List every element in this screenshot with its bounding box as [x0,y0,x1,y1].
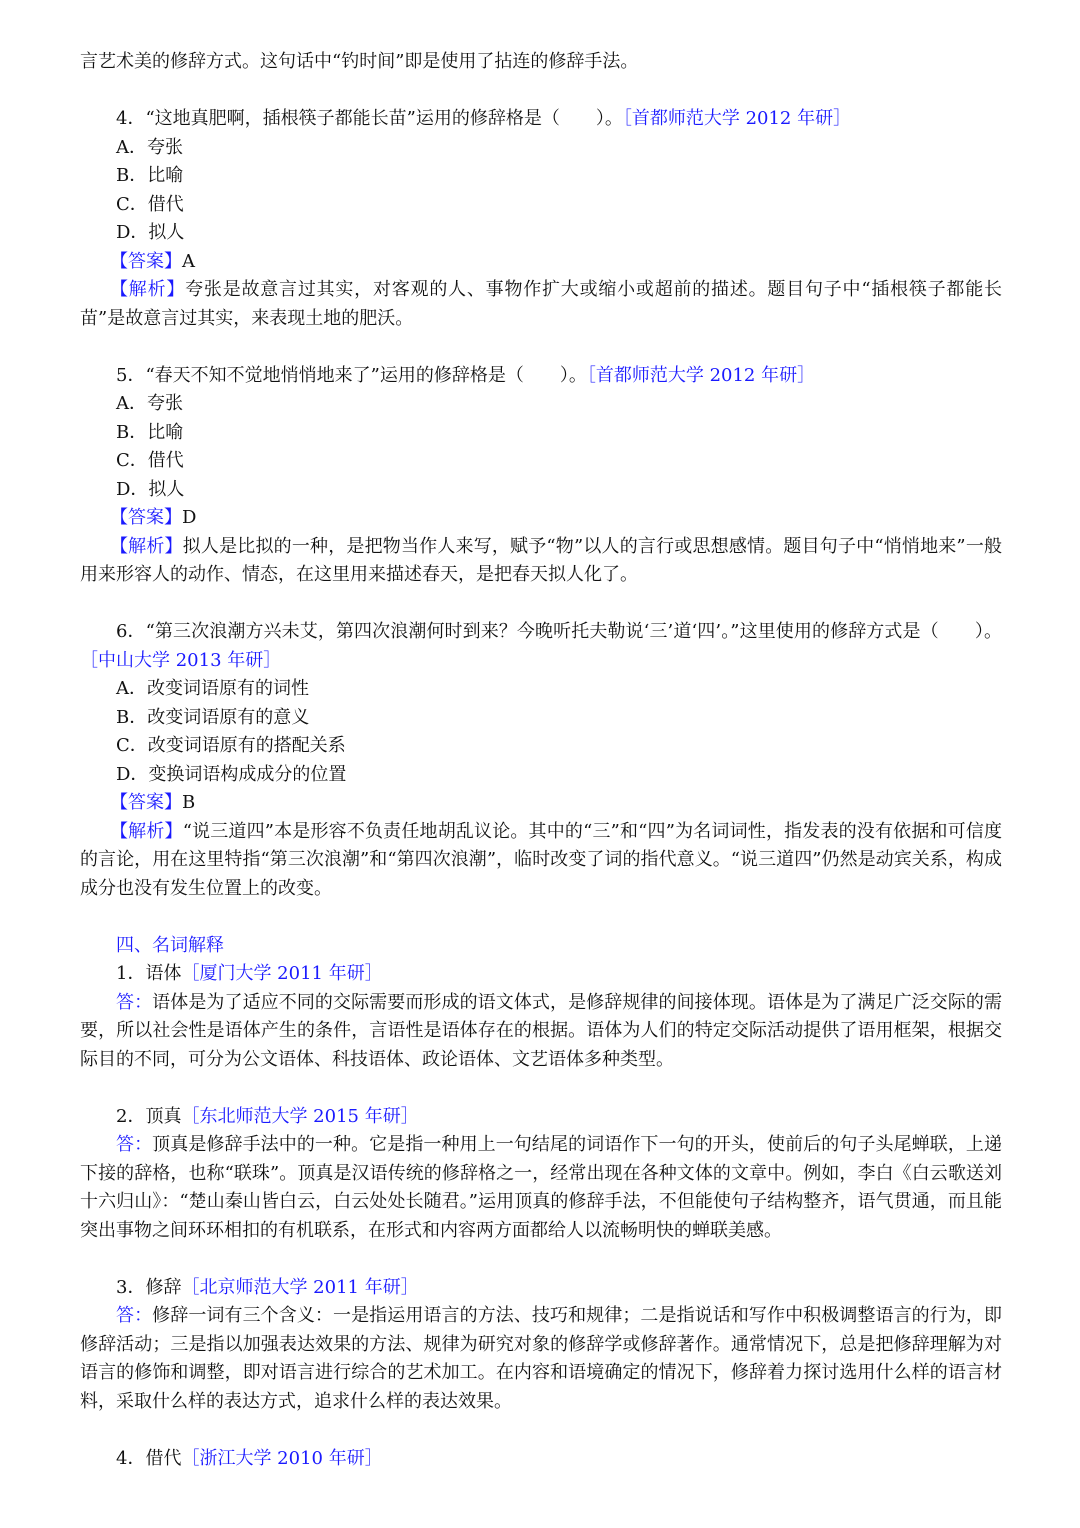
answer-label: 【答案】 [110,507,182,528]
analysis-text: “说三道四”本是形容不负责任地胡乱议论。其中的“三”和“四”为名词词性，指发表的没有依据和可信度的言论，用在这里特指“第三次浪潮”和“第四次浪潮”，临时改变了词的指代意义。“说三道四”仍然是动宾关系，构成成分也没有发生位置上的改变。 [80,820,1003,899]
intro-tail-text: 言艺术美的修辞方式。这句话中“钓时间”即是使用了拈连的修辞手法。 [80,51,639,72]
question-text: “这地真肥啊，插根筷子都能长苗”运用的修辞格是（ ）。 [145,108,623,129]
term-3 [80,1274,1002,1417]
analysis-label: 【解析】 [110,820,183,842]
option-b: B．比喻 [116,165,184,186]
term-number: 2． [116,1105,146,1127]
term-1 [80,960,1002,1074]
question-5 [80,362,1002,590]
analysis-line [80,818,1002,904]
question-4 [80,105,1002,333]
answer-label: 【答案】 [110,792,182,813]
answer-label: 【答案】 [110,250,182,272]
term-answer [80,1131,1002,1245]
spacer [80,1245,1002,1274]
answer-label: 答： [116,991,153,1013]
spacer [80,77,1002,106]
question-stem [80,618,1002,675]
document-page [80,48,1002,1473]
answer-value: B [182,792,196,813]
spacer [80,903,1002,932]
question-source: ［首都师范大学 2012 年研］ [622,108,852,129]
question-source: ［首都师范大学 2012 年研］ [586,364,816,386]
answer-text: 顶真是修辞手法中的一种。它是指一种用上一句结尾的词语作下一句的开头，使前后的句子头尾蝉联，上递下接的辞格，也称“联珠”。顶真是汉语传统的修辞格之一，经常出现在各种文体的文章中。例如，李白《白云歌送刘十六归山》：“楚山秦山皆白云，白云处处长随君。”运用顶真的修辞手法，不但能使句子结构整齐，语气贯通，而且能突出事物之间环环相扣的有机联系，在形式和内容两方面都给人以流畅明快的蝉联美感。 [80,1134,1003,1241]
option-c: C．借代 [116,450,184,471]
option-c: C．借代 [116,193,184,215]
option-b: B．比喻 [116,421,184,443]
option-d: D．拟人 [116,478,185,500]
question-6 [80,618,1002,903]
option-a: A．改变词语原有的词性 [116,678,309,699]
option-d: D．变换词语构成成分的位置 [116,763,347,785]
term-heading [80,960,1002,989]
answer-value: D [182,507,197,528]
option-c: C．改变词语原有的搭配关系 [116,735,346,756]
term-title: 语体 [145,963,182,984]
question-stem [80,362,1002,391]
term-title: 修辞 [145,1276,182,1298]
answer-line [80,789,1002,818]
answer-value: A [182,250,195,272]
option-b: B．改变词语原有的意义 [116,706,310,728]
option-a: A．夸张 [116,393,183,414]
term-number: 4． [116,1447,146,1469]
spacer [80,1074,1002,1103]
term-source: ［东北师范大学 2015 年研］ [181,1105,419,1127]
answer-text: 语体是为了适应不同的交际需要而形成的语文体式，是修辞规律的间接体现。语体是为了满足广泛交际的需要，所以社会性是语体产生的条件，言语性是语体存在的根据。语体为人们的特定交际活动提供了语用框架，根据交际目的不同，可分为公文语体、科技语体、政论语体、文艺语体多种类型。 [80,991,1003,1070]
term-source: ［厦门大学 2011 年研］ [181,963,383,984]
term-number: 1． [116,963,146,984]
term-source: ［浙江大学 2010 年研］ [181,1447,383,1469]
analysis-line [80,533,1002,590]
term-heading [80,1445,1002,1474]
spacer [80,590,1002,619]
question-number: 5． [116,364,146,386]
question-number: 6． [116,621,146,642]
term-title: 顶真 [145,1105,182,1127]
option-a: A．夸张 [116,136,183,158]
answer-label: 答： [116,1305,153,1326]
analysis-label: 【解析】 [110,279,186,300]
term-2 [80,1103,1002,1246]
question-text: “春天不知不觉地悄悄地来了”运用的修辞格是（ ）。 [145,364,587,386]
question-stem [80,105,1002,134]
question-source: ［中山大学 2013 年研］ [80,649,282,671]
analysis-text: 拟人是比拟的一种，是把物当作人来写，赋予“物”以人的言行或思想感情。题目句子中“悄悄地来”一般用来形容人的动作、情态，在这里用来描述春天，是把春天拟人化了。 [80,535,1003,585]
term-4 [80,1445,1002,1474]
option-d: D．拟人 [116,222,185,243]
term-number: 3． [116,1276,146,1298]
term-answer [80,989,1002,1075]
spacer [80,333,1002,362]
term-title: 借代 [145,1447,182,1469]
question-number: 4． [116,108,146,129]
spacer [80,1416,1002,1445]
term-answer [80,1302,1002,1416]
term-heading [80,1274,1002,1303]
question-text: “第三次浪潮方兴未艾，第四次浪潮何时到来？今晚听托夫勒说‘三’道‘四’。”这里使用的修辞方式是（ ）。 [145,621,1002,642]
section-title: 四、名词解释 [116,934,224,956]
analysis-line [80,276,1002,333]
term-heading [80,1103,1002,1132]
answer-line [80,504,1002,533]
answer-text: 修辞一词有三个含义：一是指运用语言的方法、技巧和规律；二是指说话和写作中积极调整语言的行为，即修辞活动；三是指以加强表达效果的方法、规律为研究对象的修辞学或修辞著作。通常情况下，总是把修辞理解为对语言的修饰和调整，即对语言进行综合的艺术加工。在内容和语境确定的情况下，修辞着力探讨选用什么样的语言材料，采取什么样的表达方式，追求什么样的表达效果。 [80,1305,1003,1412]
answer-line [80,248,1002,277]
term-source: ［北京师范大学 2011 年研］ [181,1276,419,1298]
analysis-text: 夸张是故意言过其实，对客观的人、事物作扩大或缩小或超前的描述。题目句子中“插根筷子都能长苗”是故意言过其实，来表现土地的肥沃。 [80,279,1003,329]
answer-label: 答： [116,1134,153,1155]
analysis-label: 【解析】 [110,535,183,557]
